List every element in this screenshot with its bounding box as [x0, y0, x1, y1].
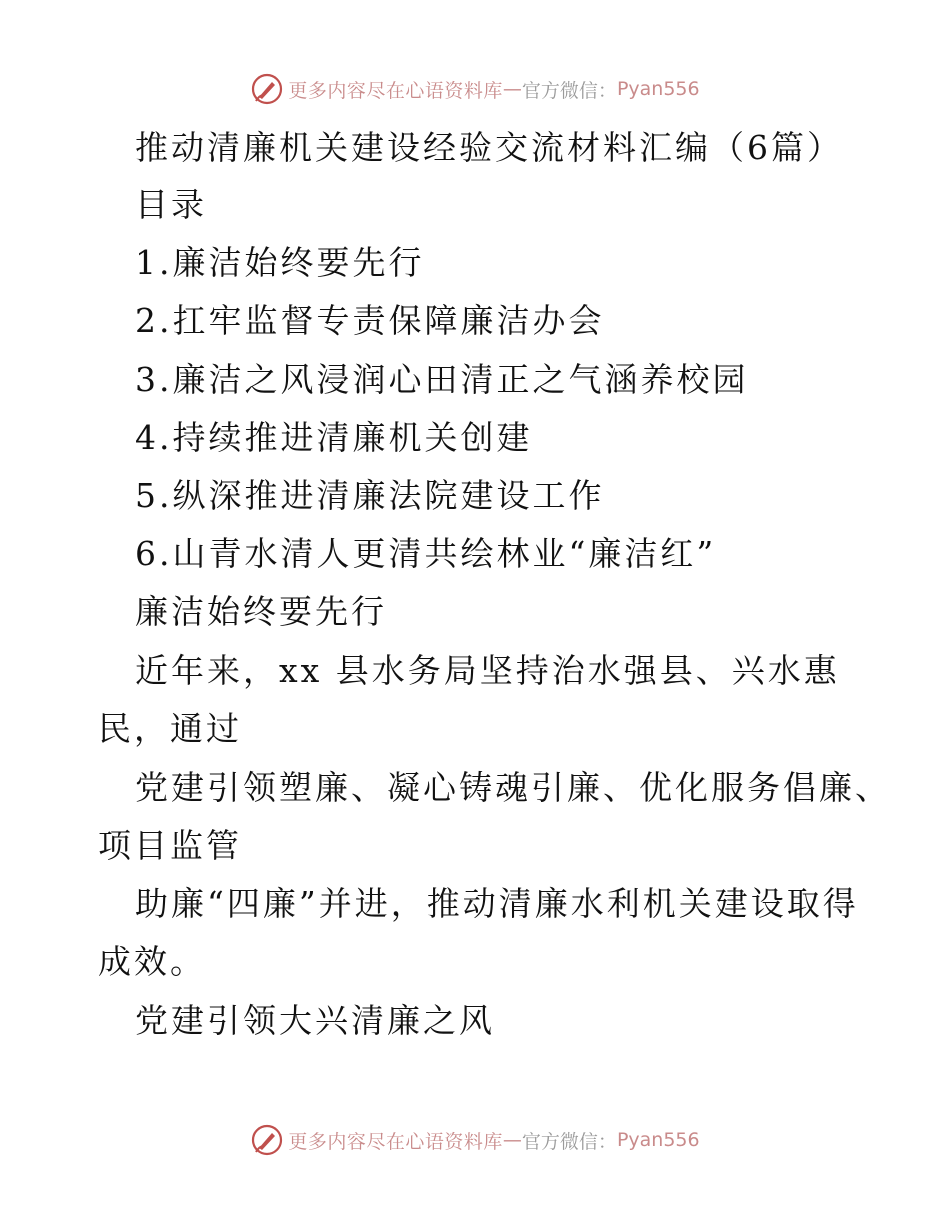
section-title: 廉洁始终要先行: [135, 592, 387, 631]
paragraph-line: 党建引领塑廉、凝心铸魂引廉、优化服务倡廉、: [135, 768, 891, 807]
toc-item: 2.扛牢监督专责保障廉洁办会: [135, 301, 605, 340]
paragraph-line: 民，通过: [98, 709, 242, 748]
toc-item: 3.廉洁之风浸润心田清正之气涵养校园: [135, 360, 749, 399]
watermark-account-id: Pyan556: [616, 78, 700, 100]
toc-item: 1.廉洁始终要先行: [135, 243, 425, 282]
watermark-text: 更多内容尽在心语资料库: [288, 1130, 503, 1153]
toc-heading: 目录: [135, 185, 207, 224]
watermark-account-label: 官方微信：: [521, 1130, 617, 1153]
toc-item: 6.山青水清人更清共绘林业“廉洁红”: [135, 534, 717, 573]
paragraph-line: 成效。: [98, 942, 206, 981]
watermark-account-id: Pyan556: [616, 1129, 700, 1151]
pen-logo-icon: [250, 72, 284, 106]
paragraph-line: 项目监管: [98, 826, 242, 865]
toc-item: 4.持续推进清廉机关创建: [135, 418, 533, 457]
header-watermark: [0, 69, 950, 109]
paragraph-line: 助廉“四廉”并进，推动清廉水利机关建设取得: [135, 884, 859, 923]
watermark-separator: —: [502, 78, 522, 100]
watermark-text: 更多内容尽在心语资料库: [288, 79, 503, 102]
subsection-title: 党建引领大兴清廉之风: [135, 1001, 495, 1040]
watermark-separator: —: [502, 1129, 522, 1151]
toc-item: 5.纵深推进清廉法院建设工作: [135, 476, 605, 515]
paragraph-line: 近年来，xx 县水务局坚持治水强县、兴水惠: [135, 651, 840, 690]
document-title: 推动清廉机关建设经验交流材料汇编（6篇）: [135, 128, 843, 167]
pen-logo-icon: [250, 1123, 284, 1157]
footer-watermark: [0, 1120, 950, 1160]
watermark-account-label: 官方微信：: [521, 79, 617, 102]
